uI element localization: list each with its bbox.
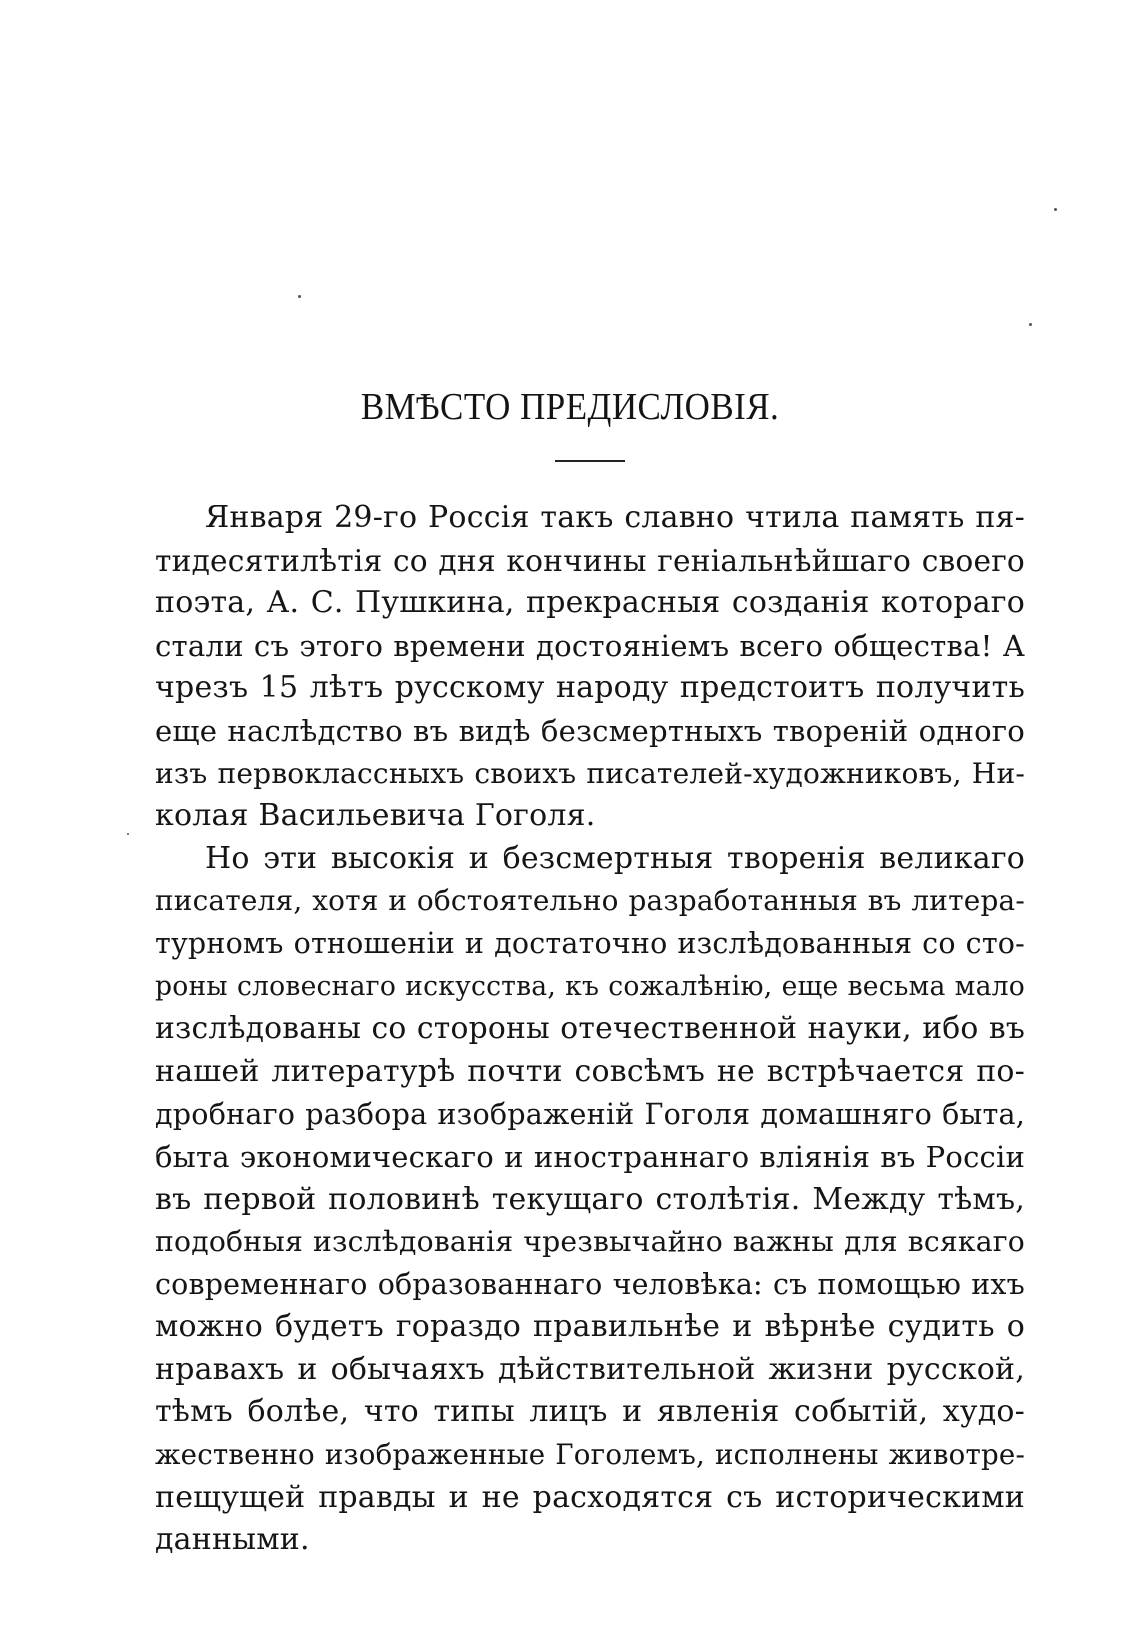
heading-rule [555, 460, 625, 462]
text-line: тидесятилѣтія со дня кончины геніальнѣйшаго своего [155, 542, 1025, 578]
section-heading: ВМѢСТО ПРЕДИСЛОВІЯ. [360, 386, 780, 428]
body-text [155, 497, 1025, 1562]
text-line: Января 29-го Россія такъ славно чтила память пя- [205, 500, 1025, 535]
text-line: чрезъ 15 лѣтъ русскому народу предстоитъ получить [155, 670, 1025, 706]
text-line: данными. [155, 1522, 310, 1558]
print-speck [1054, 208, 1057, 211]
text-line: подобныя изслѣдованія чрезвычайно важны для всякаго [155, 1225, 1025, 1259]
text-line: современнаго образованнаго человѣка: съ помощью ихъ [155, 1267, 1025, 1301]
text-line: роны словеснаго искусства, къ сожалѣнію, еще весьма мало [155, 970, 1025, 1002]
text-line: изъ первоклассныхъ своихъ писателей-художниковъ, Ни- [155, 756, 1025, 790]
text-line: жественно изображенные Гоголемъ, исполнены животре- [155, 1438, 1025, 1472]
text-line: въ первой половинѣ текущаго столѣтія. Между тѣмъ, [155, 1181, 1025, 1217]
print-speck [127, 833, 129, 835]
text-line: нравахъ и обычаяхъ дѣйствительной жизни русской, [155, 1351, 1025, 1387]
text-line: нашей литературѣ почти совсѣмъ не встрѣчается по- [155, 1053, 1025, 1089]
text-line: писателя, хотя и обстоятельно разработанныя въ литера- [155, 884, 1025, 918]
text-line: тѣмъ болѣе, что типы лицъ и явленія событій, худо- [155, 1394, 1025, 1430]
text-line: турномъ отношеніи и достаточно изслѣдованныя со сто- [155, 926, 1025, 960]
text-line: поэта, А. С. Пушкина, прекрасныя созданія котораго [155, 585, 1025, 621]
print-speck [1029, 323, 1032, 326]
text-line: можно будетъ гораздо правильнѣе и вѣрнѣе судить о [155, 1309, 1025, 1345]
print-speck [298, 295, 301, 298]
text-line: стали съ этого времени достояніемъ всего общества! А [155, 628, 1025, 663]
text-line: колая Васильевича Гоголя. [155, 798, 596, 834]
text-line: Но эти высокія и безсмертныя творенія великаго [205, 840, 1025, 876]
text-line: пещущей правды и не расходятся съ историческими [155, 1479, 1025, 1515]
text-line: дробнаго разбора изображеній Гоголя домашняго быта, [155, 1097, 1025, 1132]
paragraph-2 [155, 838, 1025, 1562]
text-line: изслѣдованы со стороны отечественной науки, ибо въ [155, 1011, 1025, 1047]
paragraph-1 [155, 497, 1025, 838]
text-line: еще наслѣдство въ видѣ безсмертныхъ твореній одного [155, 713, 1025, 748]
text-line: быта экономическаго и иностраннаго вліянія въ Россіи [155, 1139, 1025, 1174]
